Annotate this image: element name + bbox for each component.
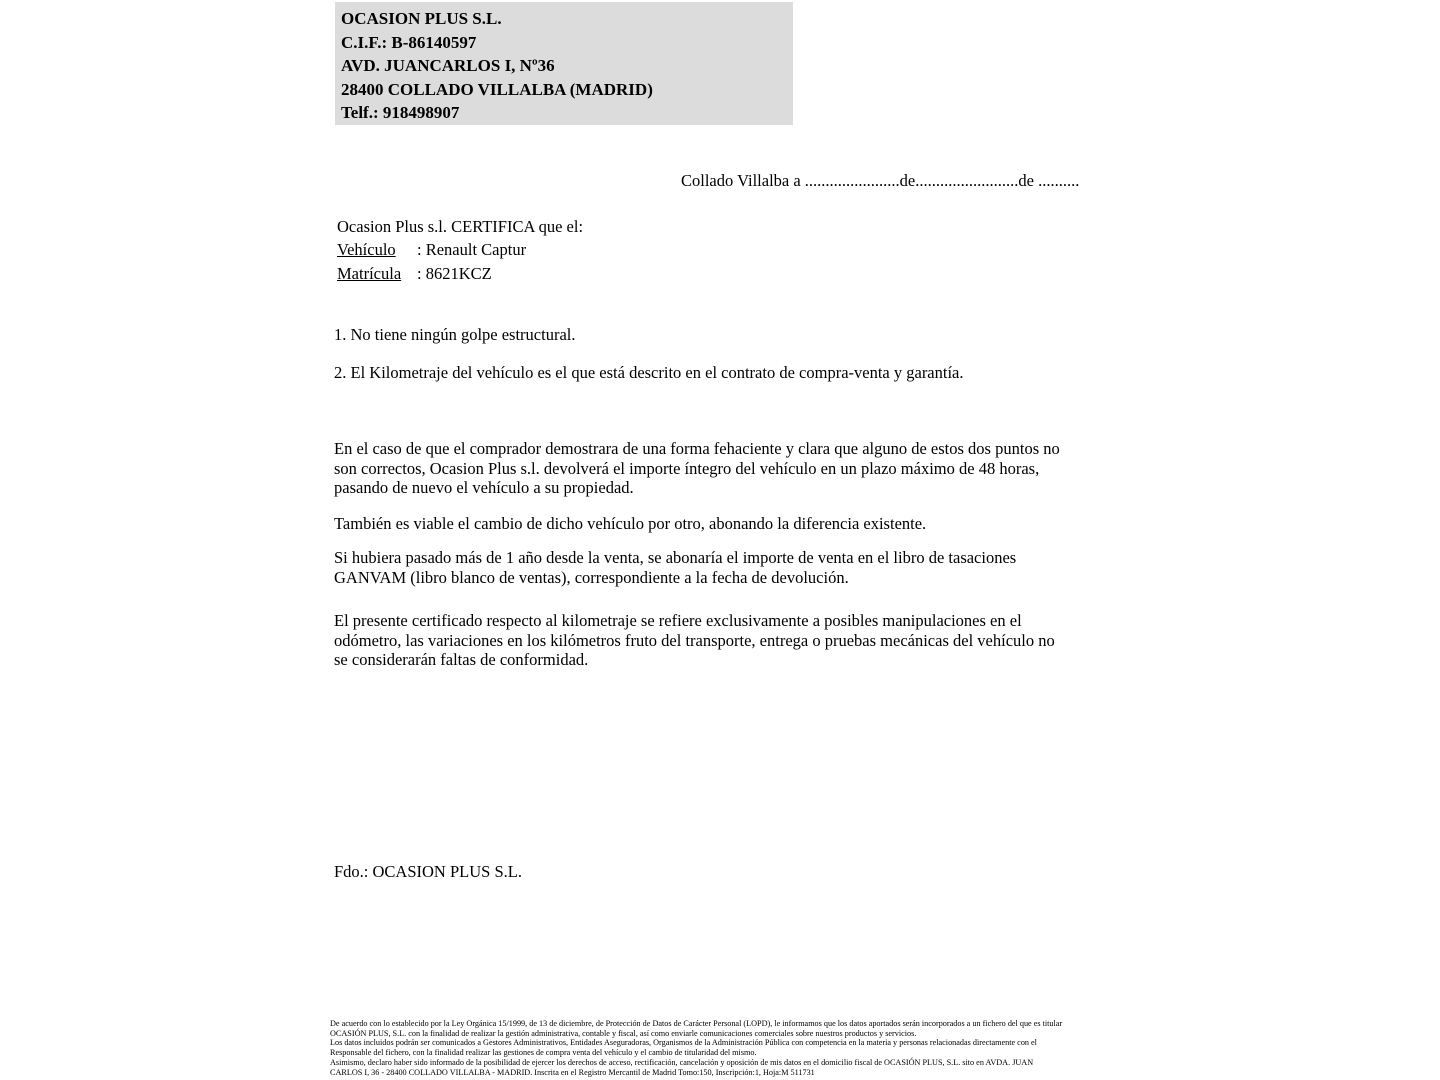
vehicle-value: : Renault Captur <box>417 240 527 260</box>
plate-field <box>337 262 583 285</box>
company-city: 28400 COLLADO VILLALBA (MADRID) <box>341 79 653 99</box>
paragraph-exchange <box>334 514 926 534</box>
point-1: 1. No tiene ningún golpe estructural. <box>334 325 576 344</box>
paragraph-line: odómetro, las variaciones en los kilómetros fruto del transporte, entrega o pruebas mecánicas del vehículo no <box>334 630 1055 650</box>
plate-label-wrap <box>337 262 417 285</box>
certificate-block <box>337 215 583 285</box>
paragraph-line: También es viable el cambio de dicho vehículo por otro, abonando la diferencia existente. <box>334 514 927 533</box>
vehicle-label-wrap <box>337 238 417 261</box>
paragraph-ganvam <box>334 548 1016 587</box>
company-info-box <box>335 2 793 125</box>
vehicle-label: Vehículo <box>337 240 396 260</box>
signature-line: Fdo.: OCASION PLUS S.L. <box>334 862 522 881</box>
legal-footer-line: Los datos incluidos podrán ser comunicados a Gestores Administrativos, Entidades Aseguradoras, Organismos de la Administración Pública con competencia en la materia y personas relacionadas directamente con el <box>330 1038 1037 1048</box>
paragraph-line: El presente certificado respecto al kilometraje se refiere exclusivamente a posibles manipulaciones en el <box>334 611 1022 630</box>
legal-footer <box>330 1019 1062 1077</box>
point-2: 2. El Kilometraje del vehículo es el que está descrito en el contrato de compra-venta y garantía. <box>334 363 964 382</box>
paragraph-line: Si hubiera pasado más de 1 año desde la venta, se abonaría el importe de venta en el libro de tasaciones <box>334 548 1017 567</box>
vehicle-field <box>337 238 583 261</box>
certifies-line: Ocasion Plus s.l. CERTIFICA que el: <box>337 217 584 236</box>
paragraph-line: En el caso de que el comprador demostrara de una forma fehaciente y clara que alguno de estos dos puntos no <box>334 439 1060 458</box>
date-line: Collado Villalba a .......................de.........................de .......... <box>681 171 1080 190</box>
legal-footer-line: CARLOS I, 36 - 28400 COLLADO VILLALBA - MADRID. Inscrita en el Registro Mercantil de Madrid Tomo:150, Inscripción:1, Hoja:M 511731 <box>330 1067 815 1077</box>
paragraph-line: son correctos, Ocasion Plus s.l. devolverá el importe íntegro del vehículo en un plazo máximo de 48 horas, <box>334 458 1040 478</box>
plate-value: : 8621KCZ <box>417 263 492 283</box>
company-phone: Telf.: 918498907 <box>341 103 460 122</box>
company-name: OCASION PLUS S.L. <box>341 9 502 28</box>
paragraph-line: se considerarán faltas de conformidad. <box>334 650 589 670</box>
legal-footer-line: OCASIÓN PLUS, S.L. con la finalidad de realizar la gestión administrativa, contable y fiscal, así como enviarle comunicaciones comerciales sobre nuestros productos y servicios. <box>330 1028 917 1038</box>
plate-label: Matrícula <box>337 263 402 283</box>
paragraph-odometer-disclaimer <box>334 611 1055 670</box>
company-address: AVD. JUANCARLOS I, Nº36 <box>341 56 555 75</box>
legal-footer-line: Responsable del fichero, con la finalidad realizar las gestiones de compra venta del vehículo y el cambio de titularidad del mismo. <box>330 1048 757 1058</box>
paragraph-line: pasando de nuevo el vehículo a su propiedad. <box>334 478 634 498</box>
legal-footer-line: De acuerdo con lo establecido por la Ley Orgánica 15/1999, de 13 de diciembre, de Protección de Datos de Carácter Personal (LOPD), le informamos que los datos aportados serán incorporados a un fichero del que es titular <box>330 1019 1063 1028</box>
paragraph-line: GANVAM (libro blanco de ventas), correspondiente a la fecha de devolución. <box>334 567 849 587</box>
legal-footer-line: Asimismo, declaro haber sido informado de la posibilidad de ejercer los derechos de acceso, rectificación, cancelación y oposición de mis datos en el domicilio fiscal de OCASIÓN PLUS, S.L. sito en AVDA. JUAN <box>330 1057 1034 1067</box>
paragraph-refund-guarantee <box>334 439 1060 498</box>
company-cif: C.I.F.: B-86140597 <box>341 32 477 52</box>
